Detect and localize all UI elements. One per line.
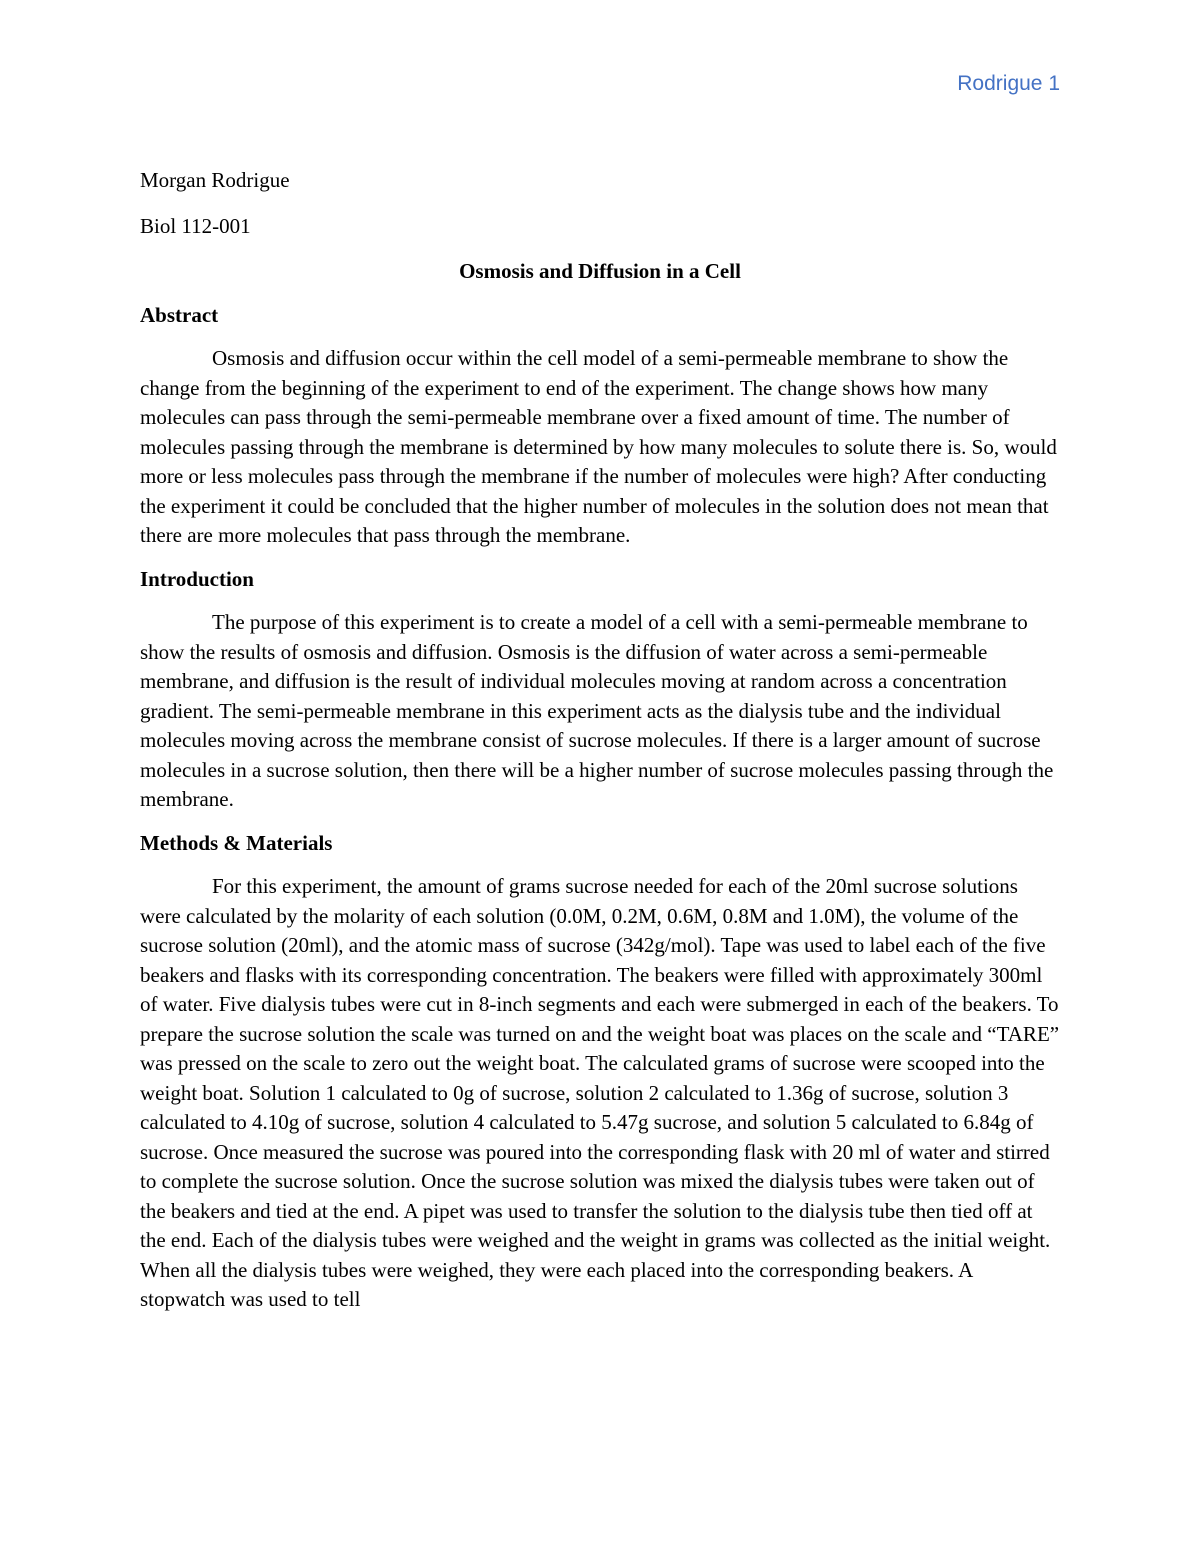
document-body — [140, 166, 1060, 1329]
methods-paragraph: For this experiment, the amount of grams sucrose needed for each of the 20ml sucrose solutions were calculated by the molarity of each solution (0.0M, 0.2M, 0.6M, 0.8M and 1.0M), the volume of the sucrose solution (20ml), and the atomic mass of sucrose (342g/mol). Tape was used to label each of the five beakers and flasks with its corresponding concentration. The beakers were filled with approximately 300ml of water. Five dialysis tubes were cut in 8-inch segments and each were submerged in each of the beakers. To prepare the sucrose solution the scale was turned on and the weight boat was places on the scale and “TARE” was pressed on the scale to zero out the weight boat. The calculated grams of sucrose were scooped into the weight boat. Solution 1 calculated to 0g of sucrose, solution 2 calculated to 1.36g of sucrose, solution 3 calculated to 4.10g of sucrose, solution 4 calculated to 5.47g sucrose, and solution 5 calculated to 6.84g of sucrose. Once measured the sucrose was poured into the corresponding flask with 20 ml of water and stirred to complete the sucrose solution. Once the sucrose solution was mixed the dialysis tubes were taken out of the beakers and tied at the end. A pipet was used to transfer the solution to the dialysis tube then tied off at the end. Each of the dialysis tubes were weighed and the weight in grams was collected as the initial weight. When all the dialysis tubes were weighed, they were each placed into the corresponding beakers. A stopwatch was used to tell — [140, 874, 1060, 1311]
author-name: Morgan Rodrigue — [140, 168, 290, 192]
methods-heading: Methods & Materials — [140, 830, 333, 855]
abstract-paragraph: Osmosis and diffusion occur within the cell model of a semi-permeable membrane to show the change from the beginning of the experiment to end of the experiment. The change shows how many molecules can pass through the semi-permeable membrane over a fixed amount of time. The number of molecules passing through the membrane is determined by how many molecules to solute there is. So, would more or less molecules pass through the membrane if the number of molecules were high? After conducting the experiment it could be concluded that the higher number of molecules in the solution does not mean that there are more molecules that pass through the membrane. — [140, 346, 1057, 547]
running-header: Rodrigue 1 — [957, 72, 1060, 95]
course-code: Biol 112-001 — [140, 213, 251, 238]
abstract-heading: Abstract — [140, 302, 219, 327]
introduction-paragraph: The purpose of this experiment is to create a model of a cell with a semi-permeable membrane to show the results of osmosis and diffusion. Osmosis is the diffusion of water across a semi-permeable membrane, and diffusion is the result of individual molecules moving at random across a concentration gradient. The semi-permeable membrane in this experiment acts as the dialysis tube and the individual molecules moving across the membrane consist of sucrose molecules. If there is a larger amount of sucrose molecules in a sucrose solution, then there will be a higher number of sucrose molecules passing through the membrane. — [140, 610, 1054, 811]
introduction-heading: Introduction — [140, 566, 254, 591]
document-title: Osmosis and Diffusion in a Cell — [459, 259, 741, 283]
